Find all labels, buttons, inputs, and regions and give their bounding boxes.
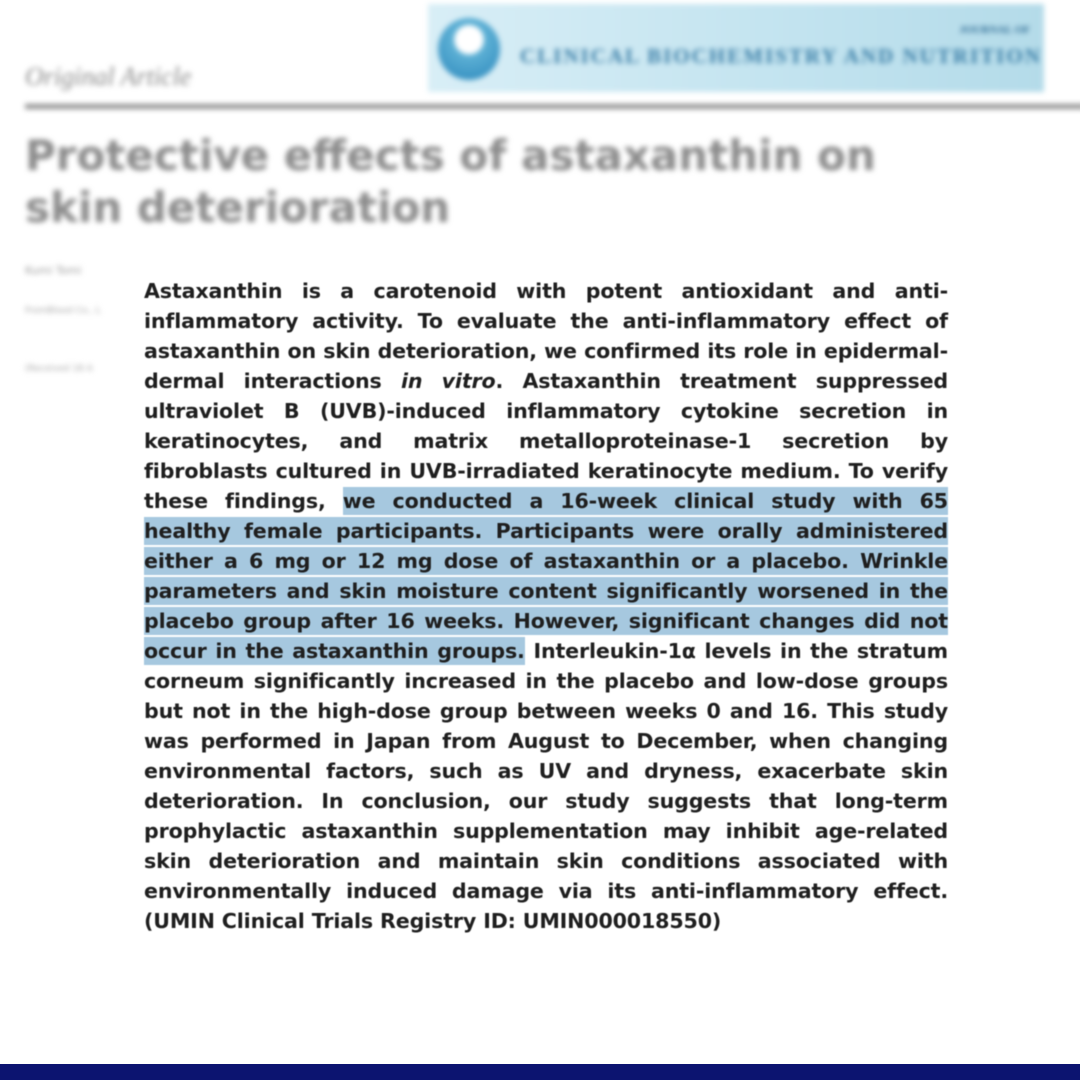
received-date-snippet: (Received 18 A xyxy=(25,364,93,374)
abstract-part-2: . Astaxanthin treatment suppressed ultraviolet B (UVB)-induced inflammatory cytokine secretion in keratinocytes, and matrix metalloproteinase-1 secretion by fibroblasts cultured in UVB-irradiated keratinocyte medium. To verify these findings, xyxy=(144,369,948,513)
affiliation-snippet: FromBlood Co., L xyxy=(25,306,101,316)
author-snippet: Kumi Tomi xyxy=(25,264,82,277)
journal-logo xyxy=(438,18,500,80)
article-type-label: Original Article xyxy=(25,62,192,91)
bottom-bar xyxy=(0,1064,1080,1080)
abstract-italic-in-vitro: in vitro xyxy=(400,369,496,393)
journal-banner xyxy=(428,4,1044,92)
abstract-highlighted-text: we conducted a 16-week clinical study with 65 healthy female participants. Participants were orally administered either a 6 mg or 12 mg dose of astaxanthin or a placebo. Wrinkle parameters and skin moisture content significantly worsened in the placebo group after 16 weeks. However, significant changes did not occur in the astaxanthin groups. xyxy=(144,489,948,663)
paper-title: Protective effects of astaxanthin on skin deterioration xyxy=(25,131,876,232)
journal-name: CLINICAL BIOCHEMISTRY AND NUTRITION xyxy=(520,44,1042,68)
abstract-text xyxy=(144,276,948,936)
abstract-part-3: Interleukin-1α levels in the stratum corneum significantly increased in the placebo and low-dose groups but not in the high-dose group between weeks 0 and 16. This study was performed in Japan from August to December, when changing environmental factors, such as UV and dryness, exacerbate skin deterioration. In conclusion, our study suggests that long-term prophylactic astaxanthin supplementation may inhibit age-related skin deterioration and maintain skin conditions associated with environmentally induced damage via its anti-inflammatory effect. (UMIN Clinical Trials Registry ID: UMIN000018550) xyxy=(144,639,948,933)
abstract-part-1: Astaxanthin is a carotenoid with potent antioxidant and anti-inflammatory activity. To evaluate the anti-inflammatory effect of astaxanthin on skin deterioration, we confirmed its role in epidermal-dermal interactions xyxy=(144,279,948,393)
journal-small-label: JOURNAL OF xyxy=(959,24,1030,36)
header-divider xyxy=(25,104,1080,109)
